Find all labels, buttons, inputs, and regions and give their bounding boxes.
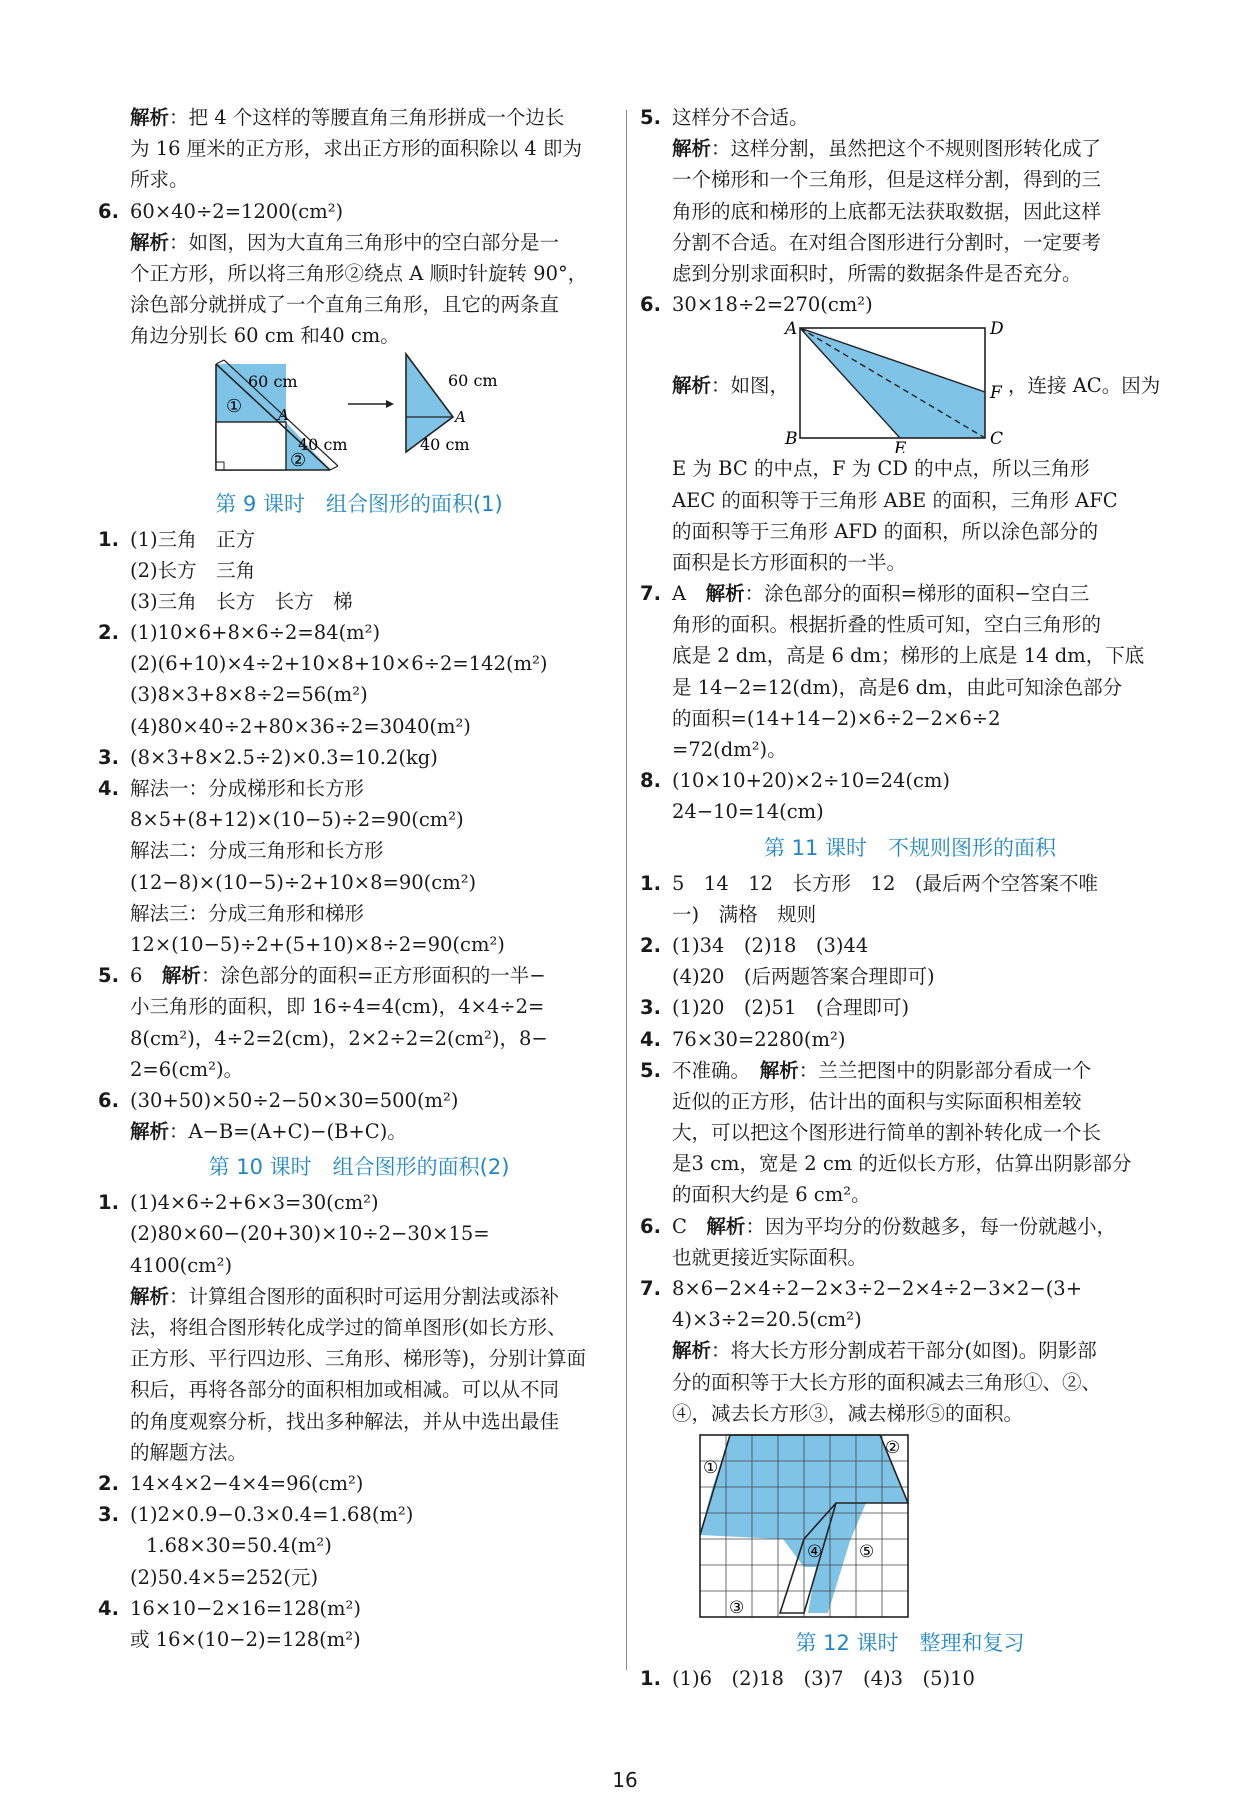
s9-line: 12×(10−5)÷2+(5+10)×8÷2=90(cm²): [130, 932, 505, 956]
left-column: [98, 102, 620, 1655]
text-line: 解析：如图，: [672, 374, 790, 398]
s9-line: 3. (8×3+8×2.5÷2)×0.3=10.2(kg): [98, 745, 438, 769]
text-line: 4100(cm²): [130, 1253, 233, 1277]
text-line: 角边分别长 60 cm 和40 cm。: [130, 324, 400, 348]
text-line: 为 16 厘米的正方形，求出正方形的面积除以 4 即为: [130, 137, 583, 161]
text-line: 的面积大约是 6 cm²。: [672, 1183, 871, 1207]
grid-figure: [640, 1429, 1180, 1623]
label-circle-2: ②: [290, 449, 307, 471]
s9-line: (2)(6+10)×4÷2+10×8+10×6÷2=142(m²): [130, 652, 548, 676]
rectangle-figure: [640, 320, 1180, 453]
text-line: 一) 满格 规则: [672, 902, 817, 926]
section-title-10: 第 10 课时 组合图形的面积(2): [208, 1155, 510, 1180]
s11-q4: 4. 76×30=2280(m²): [640, 1027, 846, 1051]
section-title-11: 第 11 课时 不规则图形的面积: [763, 835, 1057, 860]
s11-q1: 1. 5 14 12 长方形 12 (最后两个空答案不唯: [640, 871, 1098, 895]
text-line: 所求。: [130, 168, 189, 192]
text-line: 解析：A−B=(A+C)−(B+C)。: [130, 1120, 407, 1144]
label-E: E: [894, 439, 907, 454]
text-line: 分的面积等于大长方形的面积减去三角形①、②、: [672, 1370, 1102, 1394]
text-line: 一个梯形和一个三角形，但是这样分割，得到的三: [672, 168, 1102, 192]
grid-figure-svg: [640, 1429, 1180, 1623]
s9-line: 4. 解法一：分成梯形和长方形: [98, 777, 365, 800]
text-line: 虑到分别求面积时，所需的数据条件是否充分。: [672, 261, 1082, 285]
text-line: 1.68×30=50.4(m²): [146, 1534, 332, 1558]
s11-q2: 2. (1)34 (2)18 (3)44: [640, 933, 869, 957]
r-q6: 6. 30×18÷2=270(cm²): [640, 293, 873, 317]
column-divider: [626, 110, 627, 1670]
r-q5: 5. 这样分不合适。: [640, 106, 809, 129]
s11-q6: 6. C 解析：因为平均分的份数越多，每一份就越小，: [640, 1214, 1116, 1238]
s9-line: 2. (1)10×6+8×6÷2=84(m²): [98, 621, 381, 645]
text-line: 也就更接近实际面积。: [672, 1245, 868, 1269]
measure-tick: [330, 466, 338, 470]
s9-line: 1. (1)三角 正方: [98, 527, 256, 551]
text-line: 解析：将大长方形分割成若干部分(如图)。阴影部: [672, 1339, 1097, 1363]
label-circle-3: ③: [729, 1597, 745, 1618]
text-line: =72(dm²)。: [672, 738, 787, 761]
blank-square: [216, 422, 286, 470]
s9-line: (3)8×3+8×8÷2=56(m²): [130, 683, 368, 707]
text-line: ④，减去长方形③，减去梯形⑤的面积。: [672, 1401, 1024, 1425]
s9-line: (4)80×40÷2+80×36÷2=3040(m²): [130, 714, 471, 738]
label-circle-4: ④: [807, 1541, 823, 1562]
section-title-12: 第 12 课时 整理和复习: [795, 1630, 1025, 1655]
s11-q7: 7. 8×6−2×4÷2−2×3÷2−2×4÷2−3×2−(3+: [640, 1277, 1083, 1300]
text-line: 近似的正方形，估计出的面积与实际面积相差较: [672, 1089, 1082, 1113]
text-line: AEC 的面积等于三角形 ABE 的面积，三角形 AFC: [672, 488, 1118, 512]
right-column: [640, 102, 1180, 1694]
text-line: 解析：这样分割，虽然把这个不规则图形转化成了: [672, 137, 1102, 161]
text-line: E 为 BC 的中点，F 为 CD 的中点，所以三角形: [672, 457, 1090, 481]
text-line: 的面积等于三角形 AFD 的面积，所以涂色部分的: [672, 519, 1099, 543]
text-line: (2)80×60−(20+30)×10÷2−30×15=: [130, 1222, 490, 1246]
label-B: B: [785, 429, 798, 450]
arrow-head: [386, 400, 394, 408]
s9-q5: 5. 6 解析：涂色部分的面积=正方形面积的一半−: [98, 964, 546, 988]
label-40cm: 40 cm: [298, 434, 348, 454]
rotation-figure-svg: [98, 352, 620, 484]
label-circle-1: ①: [226, 395, 243, 417]
text-line: 2=6(cm²)。: [130, 1057, 244, 1081]
measure-tick: [216, 360, 224, 364]
text-line: ，连接 AC。因为: [1008, 374, 1161, 398]
text-line: 底是 2 dm，高是 6 dm；梯形的上底是 14 dm，下底: [672, 644, 1145, 668]
text-line: 是 14−2=12(dm)，高是6 dm，由此可知涂色部分: [672, 675, 1123, 699]
r-q8: 8. (10×10+20)×2÷10=24(cm): [640, 769, 951, 793]
s10-q4: 4. 16×10−2×16=128(m²): [98, 1596, 361, 1620]
text-line: 角形的底和梯形的上底都无法获取数据，因此这样: [672, 199, 1102, 223]
s9-line: 8×5+(8+12)×(10−5)÷2=90(cm²): [130, 808, 464, 832]
rotation-figure: [98, 352, 620, 484]
text-line: 的面积=(14+14−2)×6÷2−2×6÷2: [672, 706, 1001, 730]
text-line: 小三角形的面积，即 16÷4=4(cm)，4×4÷2=: [130, 995, 545, 1019]
label-circle-1: ①: [703, 1457, 719, 1478]
text-line: 解析：把 4 个这样的等腰直角三角形拼成一个边长: [130, 106, 565, 129]
s11-q5: 5. 不准确。 解析：兰兰把图中的阴影部分看成一个: [640, 1058, 1092, 1082]
label-A-right: A: [455, 407, 466, 426]
label-circle-2: ②: [885, 1437, 901, 1458]
text-line: (4)20 (后两题答案合理即可): [672, 965, 935, 989]
text-line: 正方形、平行四边形、三角形、梯形等)，分别计算面: [130, 1347, 587, 1371]
label-A: A: [785, 320, 798, 340]
text-line: (2)50.4×5=252(元): [130, 1565, 319, 1589]
text-line: 面积是长方形面积的一半。: [672, 550, 907, 574]
r-q7: 7. A 解析：涂色部分的面积=梯形的面积−空白三: [640, 582, 1090, 606]
text-line: 8(cm²)，4÷2=2(cm)，2×2÷2=2(cm²)，8−: [130, 1026, 548, 1050]
s10-q1: 1. (1)4×6÷2+6×3=30(cm²): [98, 1191, 379, 1215]
label-40cm-right: 40 cm: [420, 434, 470, 454]
s9-line: (2)长方 三角: [130, 558, 256, 582]
text-line: 积后，再将各部分的面积相加或相减。可以从不同: [130, 1378, 560, 1402]
label-60cm-right: 60 cm: [448, 370, 498, 390]
s10-q2: 2. 14×4×2−4×4=96(cm²): [98, 1471, 364, 1495]
label-C: C: [990, 429, 1004, 450]
text-line: 大，可以把这个图形进行简单的割补转化成一个长: [672, 1121, 1102, 1145]
s12-q1: 1. (1)6 (2)18 (3)7 (4)3 (5)10: [640, 1666, 975, 1690]
s11-q3: 3. (1)20 (2)51 (合理即可): [640, 996, 910, 1020]
text-line: 解析：计算组合图形的面积时可运用分割法或添补: [130, 1284, 560, 1308]
text-line: 涂色部分就拼成了一个直角三角形，且它的两条直: [130, 293, 560, 317]
text-line: 个正方形，所以将三角形②绕点 A 顺时针旋转 90°，: [130, 261, 588, 285]
label-F: F: [990, 383, 1002, 404]
text-line: 的角度观察分析，找出多种解法，并从中选出最佳: [130, 1409, 560, 1433]
label-circle-5: ⑤: [859, 1541, 875, 1562]
s10-q3: 3. (1)2×0.9−0.3×0.4=1.68(m²): [98, 1503, 414, 1527]
label-60cm: 60 cm: [248, 371, 298, 391]
text-line: 分割不合适。在对组合图形进行分割时，一定要考: [672, 230, 1102, 254]
question-6: 6. 60×40÷2=1200(cm²): [98, 199, 344, 223]
text-line: 或 16×(10−2)=128(m²): [130, 1627, 361, 1651]
text-line: 4)×3÷2=20.5(cm²): [672, 1308, 862, 1332]
text-line: 的解题方法。: [130, 1440, 248, 1464]
s9-line: (12−8)×(10−5)÷2+10×8=90(cm²): [130, 870, 477, 894]
text-line: 解析：如图，因为大直角三角形中的空白部分是一: [130, 230, 560, 254]
page-number: 16: [612, 1768, 638, 1792]
label-D: D: [990, 320, 1004, 340]
label-A: A: [278, 405, 289, 424]
s9-line: 解法二：分成三角形和长方形: [130, 839, 384, 863]
text-line: 是3 cm，宽是 2 cm 的近似长方形，估算出阴影部分: [672, 1152, 1132, 1176]
s9-line: 解法三：分成三角形和梯形: [130, 901, 365, 925]
text-line: 法，将组合图形转化成学过的简单图形(如长方形、: [130, 1316, 567, 1339]
s9-line: (3)三角 长方 长方 梯: [130, 589, 353, 613]
text-line: 24−10=14(cm): [672, 800, 824, 824]
section-title-9: 第 9 课时 组合图形的面积(1): [215, 491, 503, 516]
text-line: 角形的面积。根据折叠的性质可知，空白三角形的: [672, 613, 1102, 637]
s9-q6: 6. (30+50)×50÷2−50×30=500(m²): [98, 1088, 459, 1112]
